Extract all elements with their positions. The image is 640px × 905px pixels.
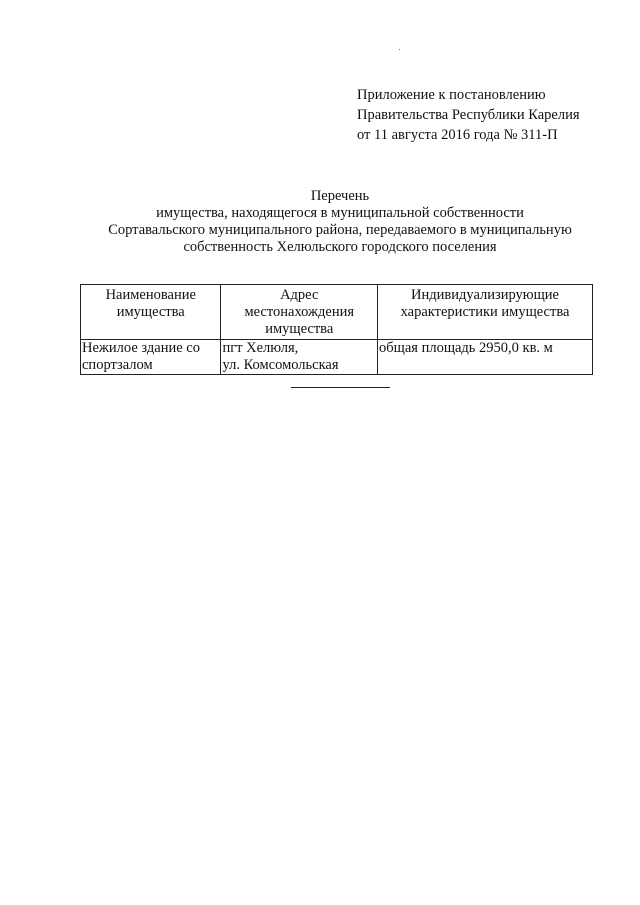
column-header-address: Адрес местонахождения имущества — [221, 285, 378, 340]
heading-line: Сортавальского муниципального района, передаваемого в муниципальную — [108, 222, 572, 238]
table-header-row — [81, 285, 593, 340]
cell-property-address: пгт Хелюля, ул. Комсомольская — [221, 340, 378, 375]
document-heading — [0, 188, 640, 256]
appendix-line: Правительства Республики Карелия — [357, 107, 580, 123]
appendix-line: Приложение к постановлению — [357, 87, 546, 103]
heading-line: имущества, находящегося в муниципальной собственности — [156, 205, 524, 221]
appendix-note — [357, 85, 580, 145]
document-title: Перечень — [310, 188, 370, 204]
table-row — [81, 340, 593, 375]
column-header-name: Наименование имущества — [81, 285, 221, 340]
cell-property-name: Нежилое здание со спортзалом — [81, 340, 221, 375]
appendix-line: от 11 августа 2016 года № 311-П — [357, 127, 558, 143]
heading-line: собственность Хелюльского городского поселения — [183, 239, 497, 255]
scan-speck — [399, 49, 400, 50]
cell-property-characteristics: общая площадь 2950,0 кв. м — [378, 340, 593, 375]
property-table — [80, 284, 593, 375]
end-divider — [291, 387, 390, 388]
column-header-characteristics: Индивидуализирующие характеристики имущества — [378, 285, 593, 340]
